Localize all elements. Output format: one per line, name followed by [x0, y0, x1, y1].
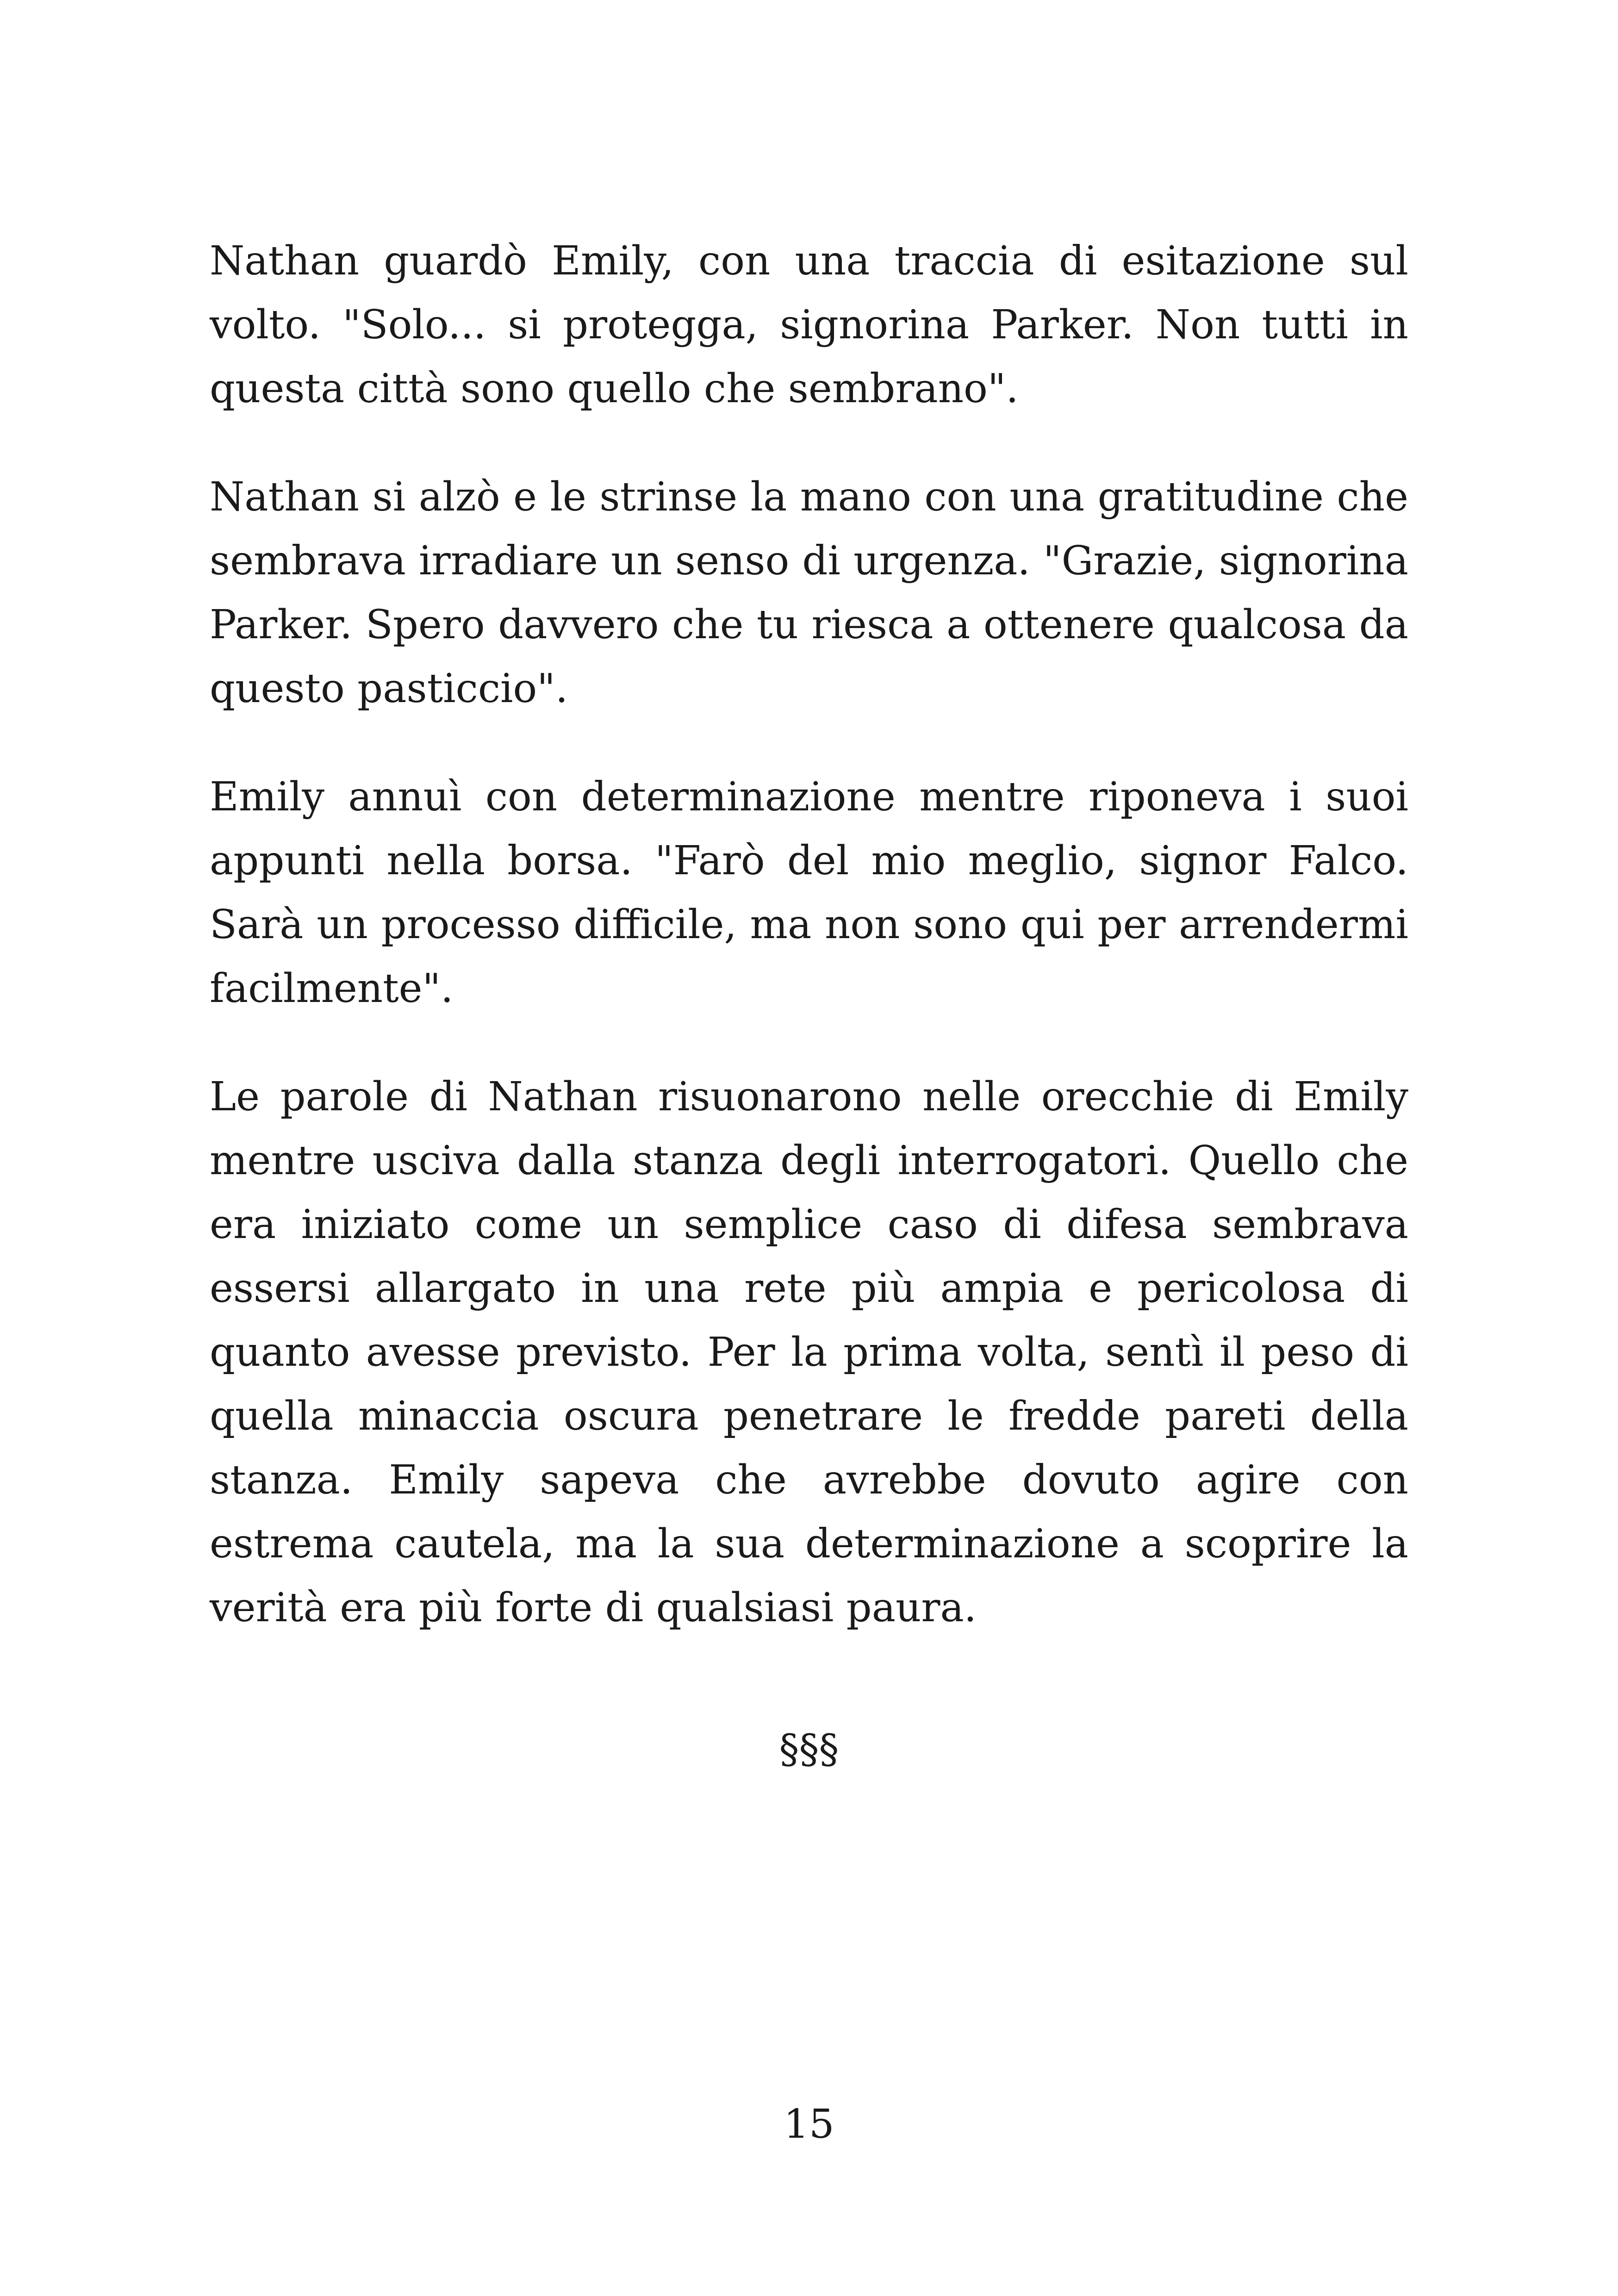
paragraph-4: Le parole di Nathan risuonarono nelle orecchie di Emily mentre usciva dalla stanza degli interrogatori. Quello che era iniziato come un semplice caso di difesa sembrava essersi allargato in una rete più ampia e pericolosa di quanto avesse previsto. Per la prima volta, sentì il peso di quella minaccia oscura penetrare le fredde pareti della stanza. Emily sapeva che avrebbe dovuto agire con estrema cautela, ma la sua determinazione a scoprire la verità era più forte di qualsiasi paura. [210, 1074, 1408, 1631]
paragraph-1: Nathan guardò Emily, con una traccia di esitazione sul volto. "Solo... si protegga, signorina Parker. Non tutti in questa città sono quello che sembrano". [210, 238, 1408, 412]
paragraph-3: Emily annuì con determinazione mentre riponeva i suoi appunti nella borsa. "Farò del mio meglio, signor Falco. Sarà un processo difficile, ma non sono qui per arrendermi facilmente". [210, 774, 1408, 1012]
page-number: 15 [784, 2101, 834, 2147]
body-text [210, 229, 1408, 1640]
paragraph-2: Nathan si alzò e le strinse la mano con una gratitudine che sembrava irradiare un senso di urgenza. "Grazie, signorina Parker. Spero davvero che tu riesca a ottenere qualcosa da questo pasticcio". [210, 474, 1408, 712]
section-break: §§§ [779, 1726, 839, 1773]
